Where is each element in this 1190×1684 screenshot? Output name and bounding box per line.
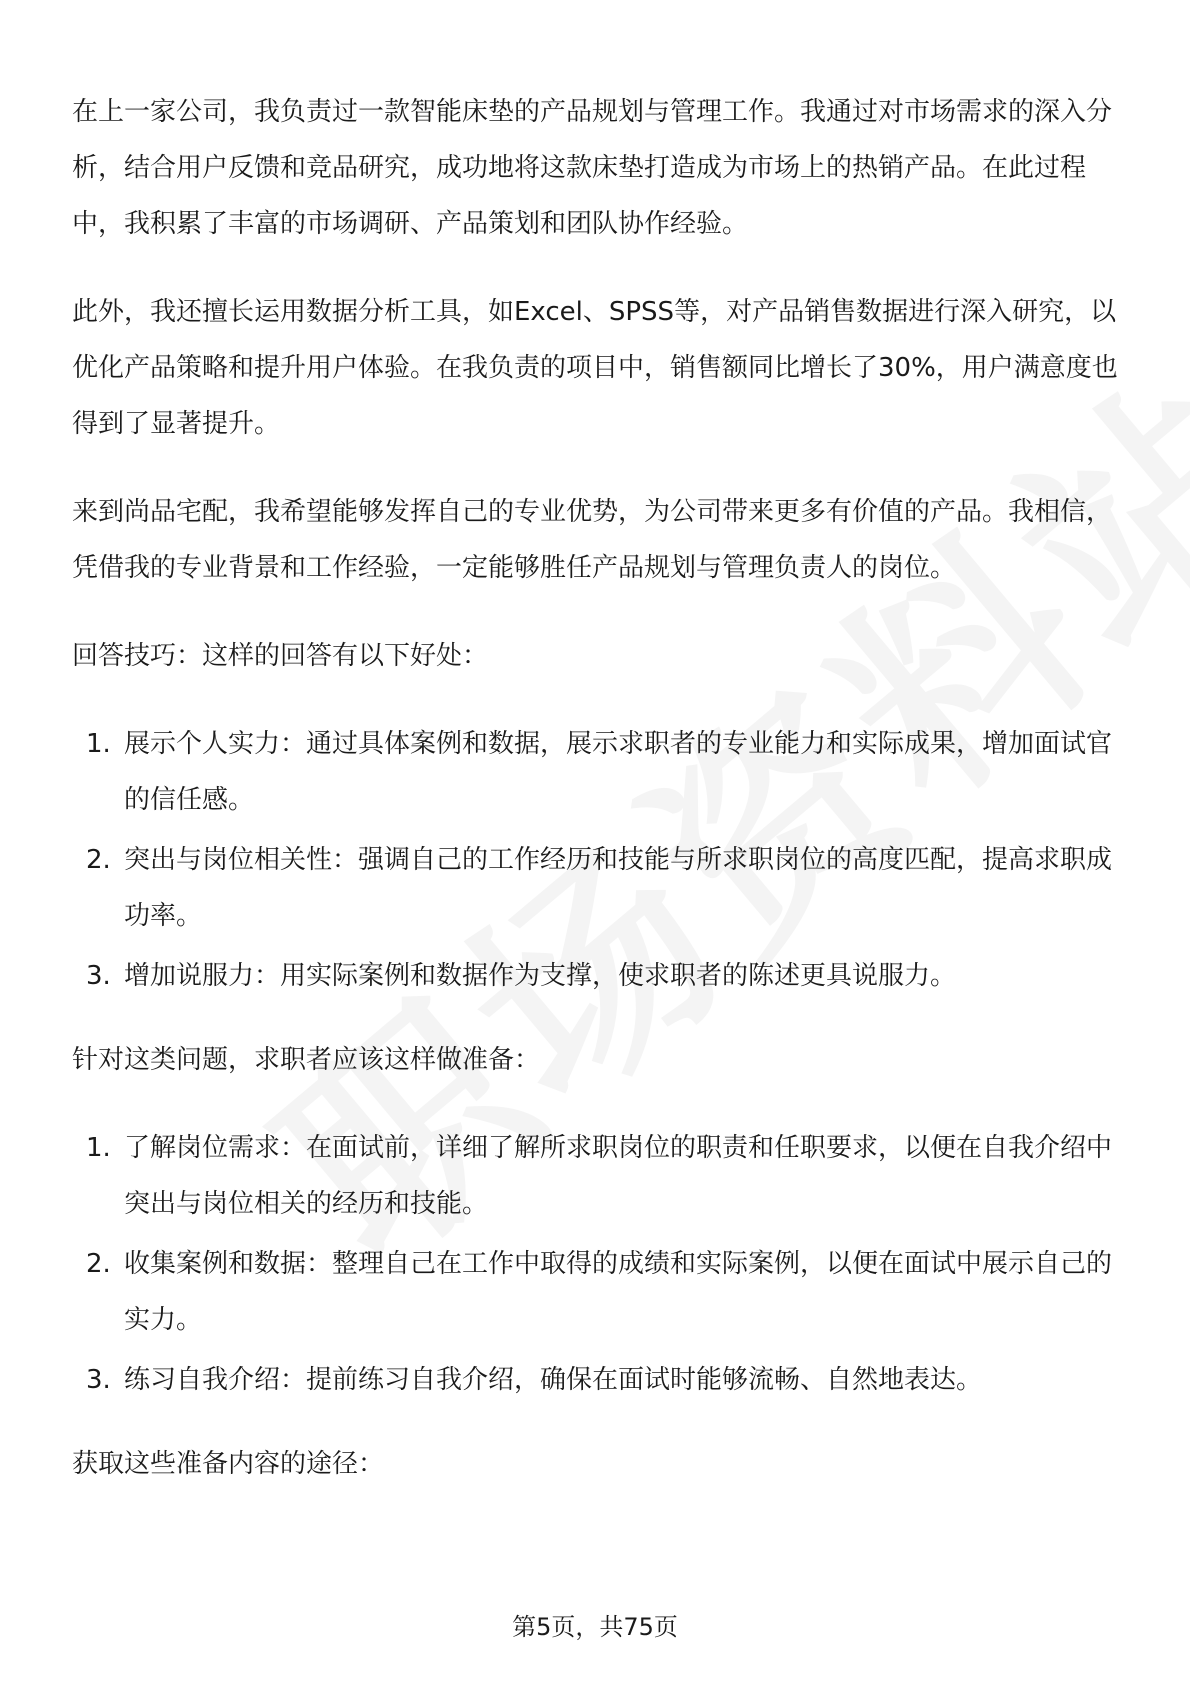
- sources-heading: 获取这些准备内容的途径：: [72, 1449, 385, 1479]
- list-item: [72, 948, 1122, 1004]
- prep-heading: 针对这类问题，求职者应该这样做准备：: [72, 1045, 541, 1075]
- list-item: [72, 716, 1122, 828]
- list-item-text: 展示个人实力：通过具体案例和数据，展示求职者的专业能力和实际成果，增加面试官的信任感。: [124, 729, 1113, 815]
- list-item-text: 突出与岗位相关性：强调自己的工作经历和技能与所求职岗位的高度匹配，提高求职成功率。: [124, 845, 1113, 931]
- list-number: 3.: [86, 961, 111, 991]
- list-item-text: 了解岗位需求：在面试前，详细了解所求职岗位的职责和任职要求，以便在自我介绍中突出与岗位相关的经历和技能。: [124, 1133, 1113, 1219]
- list-number: 2.: [86, 845, 111, 875]
- page-content: [72, 84, 1122, 1524]
- list-number: 3.: [86, 1365, 111, 1395]
- paragraph-data-skills: 此外，我还擅长运用数据分析工具，如Excel、SPSS等，对产品销售数据进行深入研究，以优化产品策略和提升用户体验。在我负责的项目中，销售额同比增长了30%，用户满意度也得到了显著提升。: [72, 297, 1118, 439]
- list-number: 2.: [86, 1249, 111, 1279]
- page-number: 第5页，共75页: [512, 1613, 678, 1641]
- paragraph-experience: 在上一家公司，我负责过一款智能床垫的产品规划与管理工作。我通过对市场需求的深入分析，结合用户反馈和竞品研究，成功地将这款床垫打造成为市场上的热销产品。在此过程中，我积累了丰富的市场调研、产品策划和团队协作经验。: [72, 97, 1113, 239]
- list-number: 1.: [86, 729, 111, 759]
- tips-heading: 回答技巧：这样的回答有以下好处：: [72, 641, 489, 671]
- list-number: 1.: [86, 1133, 111, 1163]
- prep-list: [72, 1120, 1122, 1408]
- list-item-text: 增加说服力：用实际案例和数据作为支撑，使求职者的陈述更具说服力。: [124, 961, 957, 991]
- paragraph-motivation: 来到尚品宅配，我希望能够发挥自己的专业优势，为公司带来更多有价值的产品。我相信，凭借我的专业背景和工作经验，一定能够胜任产品规划与管理负责人的岗位。: [72, 497, 1113, 583]
- list-item: [72, 1352, 1122, 1408]
- list-item: [72, 1120, 1122, 1232]
- tips-list: [72, 716, 1122, 1004]
- list-item: [72, 1236, 1122, 1348]
- list-item: [72, 832, 1122, 944]
- list-item-text: 练习自我介绍：提前练习自我介绍，确保在面试时能够流畅、自然地表达。: [124, 1365, 983, 1395]
- list-item-text: 收集案例和数据：整理自己在工作中取得的成绩和实际案例，以便在面试中展示自己的实力。: [124, 1249, 1113, 1335]
